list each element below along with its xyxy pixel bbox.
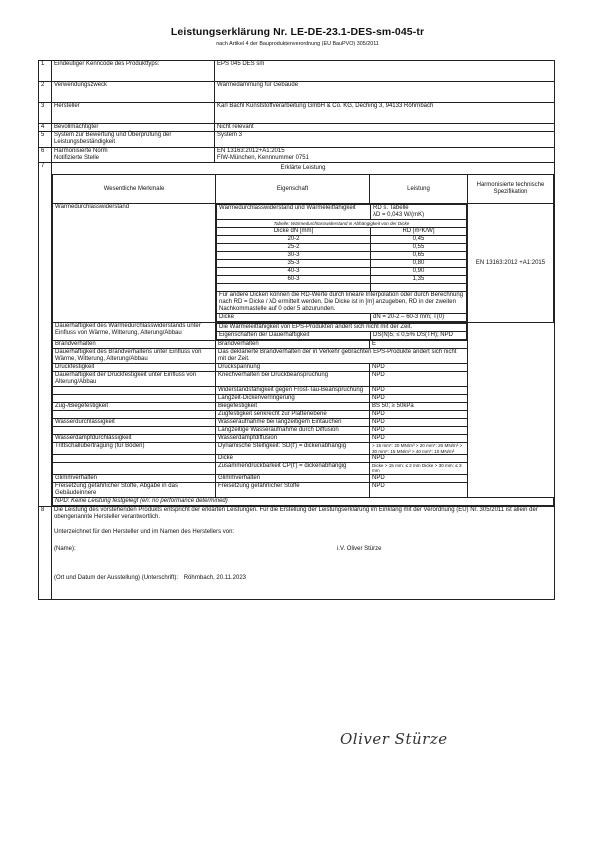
leist-cell: NPD (370, 372, 468, 387)
interpolation-note: Für andere Dicken können die RD-Werte durch lineare Interpolation oder durch Berechnung nach RD = Dicke / λD ermittelt werden. Die Dicke ist in [m] anzugeben, RD in der zweiten Nachkommastelle auf 0 oder 5 abzurunden. (217, 292, 467, 314)
leist-cell: BS 50; ≥ 50kPa (370, 403, 468, 411)
document-title: Leistungserklärung Nr. LE-DE-23.1-DES-sm-045-tr (170, 26, 425, 38)
row-value: EPS 045 DES sm (215, 61, 555, 82)
rd-value: 0,80 (371, 260, 467, 268)
merkmal-cell: Dauerhaftigkeit des Wärmedurchlasswiderstands unter Einfluss von Wärme, Witterung, Alterung/Abbau (53, 323, 216, 341)
leist-cell: DS(N)5; ≤ 0,5% DS(TH); NPD (371, 332, 467, 340)
performance-row (53, 341, 554, 349)
performance-table (52, 174, 554, 506)
eig-cell: Kriechverhalten bei Druckbeanspruchung (216, 372, 370, 387)
table-caption: Tabelle: Wärmedurchlasswiderstand in Abhängigkeit von der Dicke (217, 220, 467, 228)
document-subtitle: nach Artikel 4 der Bauproduktenverordnung (EU BauPVO) 305/2011 (216, 41, 379, 47)
notified-label: Notifizierte Stelle (54, 154, 100, 161)
leist-cell: NPD (370, 455, 468, 463)
merkmal-cell (53, 455, 216, 463)
row-number: 5 (39, 132, 52, 147)
eig-cell: Eigenschaften der Dauerhaftigkeit (217, 332, 371, 340)
rd-value: 0,65 (371, 252, 467, 260)
full-text: Das deklarierte Brandverhalten der in Verkehr gebrachten EPS-Produkte ändert sich nicht mit der Zeit. (216, 349, 468, 364)
row-number: 6 (39, 147, 52, 162)
row-label: Verwendungszweck (52, 82, 215, 103)
full-text: Die Wärmeleitfähigkeit von EPS-Produkten ändert sich nicht mit der Zeit. (217, 324, 467, 332)
rd-value: 0,90 (371, 268, 467, 276)
performance-row (53, 463, 554, 475)
leist-cell: NPD (370, 395, 468, 403)
dicke-range: dN = 20-2 – 60-3 mm; T(0) (371, 314, 467, 322)
eig-cell: Langzeitige Wasseraufnahme durch Diffusion (216, 427, 370, 435)
row-value: Karl Bachl Kunststoffverarbeitung GmbH & Co. KG, Deching 3, 94133 Röhrnbach (215, 103, 555, 124)
row-4 (39, 124, 555, 132)
row-1 (39, 61, 555, 82)
rd-value: 1,35 (371, 276, 467, 284)
eig-cell: Zugfestigkeit senkrecht zur Plattenebene (216, 411, 370, 419)
merkmal-cell: Wasserdurchlässigkeit (53, 419, 216, 427)
merkmal-cell: Brandverhalten (53, 341, 216, 349)
header-leistung: Leistung (370, 175, 468, 204)
performance-row (53, 443, 554, 455)
row-number: 4 (39, 124, 52, 132)
performance-row (53, 372, 554, 387)
dicke-value: 40-3 (217, 268, 371, 276)
place-label: (Ort und Datum der Ausstellung) (Unterschrift): (54, 574, 179, 581)
performance-row (53, 395, 554, 403)
eig-cell: Brandverhalten (216, 341, 370, 349)
performance-row (53, 387, 554, 395)
section-title: Erklärte Leistung (280, 165, 326, 172)
merkmal-cell: Druckfestigkeit (53, 364, 216, 372)
merkmal-cell (53, 395, 216, 403)
row-number: 7 (39, 163, 52, 507)
merkmal-cell (53, 463, 216, 475)
eig-cell: Zusammendrückbarkeit CP(t') = dickenabhängig (216, 463, 370, 475)
merkmal-cell: Dauerhaftigkeit des Brandverhaltens unter Einfluss von Wärme, Witterung, Alterung/Abbau (53, 349, 216, 364)
performance-row (53, 349, 554, 364)
merkmal-cell: Glimmverhalten (53, 474, 216, 482)
row-label: Bevollmächtigter (52, 124, 215, 132)
eig-cell: Langzeit-Dickenverringerung (216, 395, 370, 403)
leist-cell: E (370, 341, 468, 349)
name-label: (Name): (54, 546, 76, 553)
dicke-value: 60-3 (217, 276, 371, 284)
performance-row (53, 419, 554, 427)
dicke-value: 35-3 (217, 260, 371, 268)
merkmal-cell (53, 387, 216, 395)
leist-cell: NPD (370, 411, 468, 419)
eig-cell: Freisetzung gefährlicher Stoffe (216, 482, 370, 497)
signature: Oliver Stürze (340, 730, 448, 748)
performance-row (53, 403, 554, 411)
footnote-row (53, 497, 554, 505)
merkmal-cell: Dauerhaftigkeit der Druckfestigkeit unter Einfluss von Alterung/Abbau (53, 372, 216, 387)
norm-value: EN 13163:2012+A1:2015 (217, 147, 285, 154)
leist-cell: NPD (370, 435, 468, 443)
npd-footnote: NPD: Keine Leistung festgelegt (en: no performance determined) (53, 497, 554, 505)
eig-cell: Wasserdampfdiffusion (216, 435, 370, 443)
wdw-subtable (216, 204, 467, 322)
merkmal-cell: Freisetzung gefährlicher Stoffe, Abgabe in das Gebäudeinnere (53, 482, 216, 497)
row-5 (39, 132, 555, 147)
leist-rd: RD s. Tabelle (373, 205, 409, 212)
leist-cell: NPD (370, 387, 468, 395)
leist-cell: Dicke > 15 mm: ≤ 2 mm Dicke > 30 mm: ≤ 3 mm (370, 463, 468, 475)
eig-cell: Dicke (216, 455, 370, 463)
leist-cell: NPD (370, 474, 468, 482)
leist-cell: NPD (370, 427, 468, 435)
dicke-value: 20-2 (217, 236, 371, 244)
notified-value: FIW-München, Kennnummer 0751 (217, 154, 309, 161)
merkmal-cell: Zug-/Biegefestigkeit (53, 403, 216, 411)
row-3 (39, 103, 555, 124)
signed-for-text: Unterzeichnet für den Hersteller und im Namen des Herstellers von: (54, 529, 235, 536)
header-norm: Harmonisierte technische Spezifikation (468, 175, 554, 204)
name-value: i.V. Oliver Stürze (337, 546, 382, 553)
performance-row (53, 474, 554, 482)
row-number: 8 (39, 506, 52, 599)
leist-cell: NPD (370, 364, 468, 372)
dicke-value: 30-3 (217, 252, 371, 260)
performance-row (53, 411, 554, 419)
leist-cell: NPD (370, 419, 468, 427)
eig-cell: Glimmverhalten (216, 474, 370, 482)
row-label: Hersteller (52, 103, 215, 124)
row-label: System zur Bewertung und Überprüfung der Leistungsbeständigkeit (52, 132, 215, 147)
header-merkmale: Wesentliche Merkmale (53, 175, 216, 204)
eig-cell: Biegefestigkeit (216, 403, 370, 411)
row-number: 1 (39, 61, 52, 82)
row-value (215, 147, 555, 162)
place-date-value: Röhrnbach, 20.11.2023 (183, 574, 246, 581)
merkmal-cell: Trittschallübertragung (für Böden) (53, 443, 216, 455)
row-7 (39, 163, 555, 507)
col-dicke: Dicke dN [mm] (217, 228, 371, 236)
row-8 (39, 506, 555, 599)
row-value: Wärmedämmung für Gebäude (215, 82, 555, 103)
merkmal-cell: Wasserdampfdurchlässigkeit (53, 435, 216, 443)
dicke-label: Dicke (217, 314, 371, 322)
performance-header (53, 175, 554, 204)
wdw-row (53, 204, 554, 323)
eig-cell: Widerstandsfähigkeit gegen Frost-Tau-Beanspruchung (216, 387, 370, 395)
row-6 (39, 147, 555, 162)
performance-row (53, 323, 554, 341)
responsibility-text: Die Leistung des vorstehenden Produkts entspricht der erklärten Leistungen. Für die Erstellung der Leistungserklärung im Einklang mit der Verordnung (EU) Nr. 305/2011 ist allein der obengenannte Hersteller verantwortlich. (54, 506, 538, 521)
leist-lambda: λD = 0,043 W/(mK) (373, 212, 425, 219)
eig-cell: Wasseraufnahme bei langzeitigem Eintauchen (216, 419, 370, 427)
col-rd: RD [m²K/W] (371, 228, 467, 236)
row-value: System 3 (215, 132, 555, 147)
performance-row (53, 455, 554, 463)
performance-row (53, 482, 554, 497)
eig-cell: Dynamische Steifigkeit: SD(t') = dickenabhängig (216, 443, 370, 455)
leist-cell: NPD (370, 482, 468, 497)
leist-cell: > 15 mm*: 20 MN/m³ > 20 mm*: 20 MN/m³ > 30 mm*: 15 MN/m³ > 40 mm*: 10 MN/m³ (370, 443, 468, 455)
rd-value: 0,45 (371, 236, 467, 244)
row-number: 3 (39, 103, 52, 124)
performance-row (53, 364, 554, 372)
norm-cell: EN 13163:2012 +A1:2015 (468, 204, 554, 323)
merkmal-cell (53, 411, 216, 419)
row-value: Nicht relevant (215, 124, 555, 132)
eig-cell: Druckspannung (216, 364, 370, 372)
declaration-table (38, 60, 555, 600)
row-2 (39, 82, 555, 103)
performance-row (53, 427, 554, 435)
eig-cell: Wärmedurchlasswiderstand und Wärmeleitfähigkeit (217, 205, 371, 220)
merkmal-cell (53, 427, 216, 435)
row-number: 2 (39, 82, 52, 103)
rd-value: 0,55 (371, 244, 467, 252)
row-label (52, 147, 215, 162)
row-label: Eindeutiger Kenncode des Produkttyps: (52, 61, 215, 82)
performance-row (53, 435, 554, 443)
header-eigenschaft: Eigenschaft (216, 175, 370, 204)
norm-label: Harmonisierte Norm (54, 147, 108, 154)
merkmal-cell: Wärmedurchlasswiderstand (53, 204, 216, 323)
dicke-value: 25-2 (217, 244, 371, 252)
